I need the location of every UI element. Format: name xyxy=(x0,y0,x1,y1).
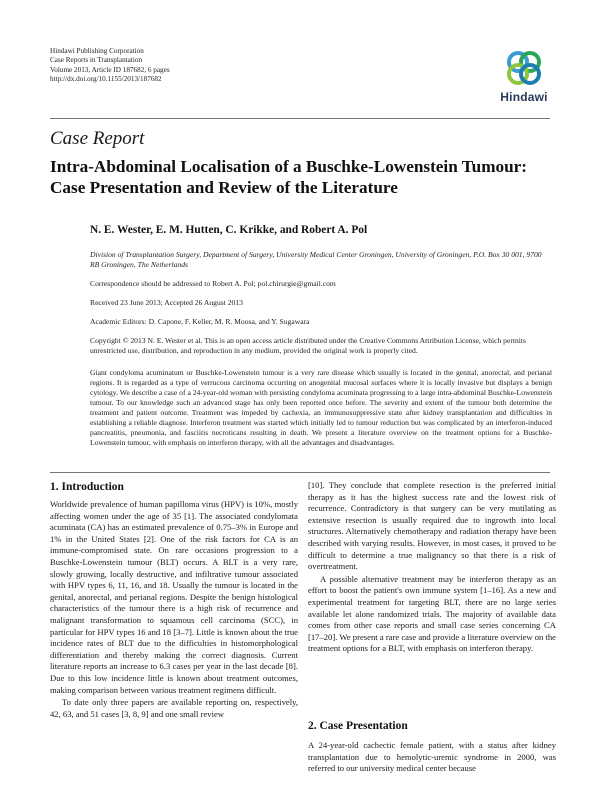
hindawi-wordmark: Hindawi xyxy=(500,90,548,104)
volume-line: Volume 2013, Article ID 187682, 6 pages xyxy=(50,65,170,74)
intro-paragraph-2: To date only three papers are available reporting on, respectively, 42, 63, and 51 cases [3, 8, 9] and one small review xyxy=(50,697,298,719)
received-dates: Received 23 June 2013; Accepted 26 August 2013 xyxy=(90,298,243,307)
intro-paragraph-3: [10]. They conclude that complete resection is the preferred initial therapy as it has the highest success rate and the lowest risk of recurrence. Contradictory is that surgery can be very mutilating as extensive resection is usually required due to ingrowth into local structures. Alternatively chemotherapy and radiation therapy have been described with varying results. However, in most cases, it proved to be difficult to determine a true malignancy so that there is a risk of overtreatment. xyxy=(308,480,556,572)
article-title: Intra-Abdominal Localisation of a Buschke-Lowenstein Tumour: Case Presentation and Review of the Literature xyxy=(50,157,528,197)
author-list: N. E. Wester, E. M. Hutten, C. Krikke, and Robert A. Pol xyxy=(90,224,368,236)
abstract: Giant condyloma acuminatum or Buschke-Lowenstein tumour is a very rare disease which usually is located in the genital, anorectal, and perianal regions. It is regarded as a type of verrucous carcinoma occurring on anogenital mucosal surfaces where it is locally invasive but displays a benign cytology. We describe a case of a 24-year-old woman with persisting condyloma acuminata progressing to a large intra-abdominal Buschke-Lowenstein tumour. To our knowledge such an advanced stage has only been reported once before. The severity and extent of the tumour both determine the treatment and patient outcome. Treatment was impeded by cachexia, an immunosuppressive state after kidney transplantation and difficulties in establishing a reliable diagnose. Interferon treatment was started which initially led to tumour reduction but was complicated by an interferon-induced pancreatitis, pneumonia, and fasciitis necroticans resulting in death. We present a literature overview on the treatment options for a Buschke-Lowenstein tumour, with emphasis on interferon therapy, with all the advantages and disadvantages. xyxy=(90,368,552,448)
article-type: Case Report xyxy=(50,128,145,149)
publisher-line: Hindawi Publishing Corporation xyxy=(50,47,144,55)
intro-paragraph-1: Worldwide prevalence of human papilloma virus (HPV) is 10%, mostly affecting women under the age of 35 [1]. The associated condylomata acuminata (CA) has an estimated prevalence of 0.75–3% in Europe and 1% in the United States [2]. One of the risk factors for CA is an immune-compromised state. On rare occasions progression to a Buschke-Lowenstein tumour (BLT) occurs. A BLT is a very rare, slowly growing, locally destructive, and infiltrative tumour associated with HPV types 6, 11, 16, and 18. Usually the tumour is located in the genital, anorectal, and perianal regions. Despite the benign histological characteristics of the tumour there is a high risk of recurrence and malignant transformation to squamous cell carcinoma (SCC), in particular for HPV types 16 and 18 [3–7]. Little is known about the true incidence rates of BLT due to the difficulties in histomorphological differentiation and thereby making the correct diagnosis. Current literature reports an increase to 6.3 cases per year in the last decade [8]. Due to this low incidence little is known about treatment outcomes, making comparison between various treatment regimens difficult. xyxy=(50,499,298,695)
correspondence: Correspondence should be addressed to Robert A. Pol; pol.chirurgie@gmail.com xyxy=(90,279,336,288)
case-paragraph-1: A 24-year-old cachectic female patient, with a status after kidney transplantation due to hemolytic-uremic syndrome in 2000, was referred to our university medical center because xyxy=(308,740,556,774)
introduction-heading: 1. Introduction xyxy=(50,481,124,493)
copyright-notice: Copyright © 2013 N. E. Wester et al. This is an open access article distributed under the Creative Commons Attribution License, which permits unrestricted use, distribution, and reproduction in any medium, provided the original work is properly cited. xyxy=(90,336,526,355)
left-column xyxy=(50,499,298,720)
intro-paragraph-4: A possible alternative treatment may be interferon therapy as an effort to boost the patient's own immune system [1–16]. As a new and experimental treatment for targeting BLT, there are no large series available let alone randomized trials. The majority of available data comes from other case reports and small case series concerning CA [17–20]. We present a rare case and provide a literature overview on the treatment options for a BLT, with emphasis on interferon therapy. xyxy=(308,573,556,654)
doi-line[interactable]: http://dx.doi.org/10.1155/2013/187682 xyxy=(50,74,162,83)
academic-editors: Academic Editors: D. Capone, F. Keller, M. R. Moosa, and Y. Sugawara xyxy=(90,317,310,326)
journal-header xyxy=(50,47,170,84)
abstract-divider xyxy=(50,472,550,473)
journal-line: Case Reports in Transplantation xyxy=(50,56,143,65)
header-divider xyxy=(50,118,550,119)
case-presentation-heading: 2. Case Presentation xyxy=(308,720,408,732)
case-column xyxy=(308,740,556,775)
right-column xyxy=(308,480,556,655)
affiliation: Division of Transplantation Surgery, Department of Surgery, University Medical Center Groningen, University of Groningen, P.O. Box 30 001, 9700 RB Groningen, The Netherlands xyxy=(90,250,542,269)
hindawi-logo xyxy=(497,48,551,106)
hindawi-rings-icon xyxy=(497,48,551,90)
